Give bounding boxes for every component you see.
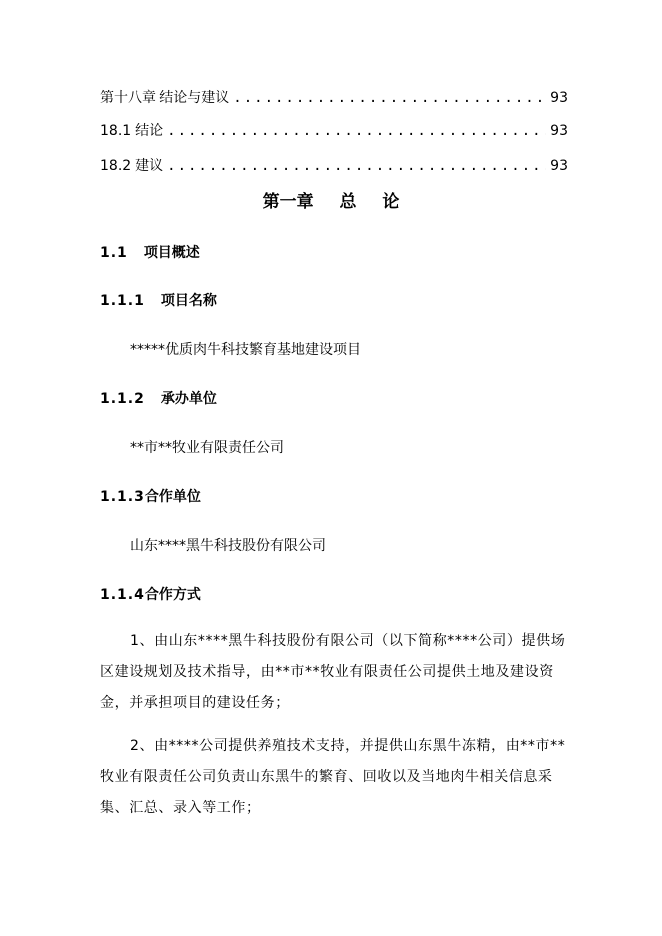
section-heading-1-1 <box>100 243 200 263</box>
toc-entry[interactable] <box>100 121 568 141</box>
section-heading-1-1-2 <box>100 389 217 409</box>
toc-number: 18.1 <box>100 123 132 139</box>
toc-leader <box>233 88 546 108</box>
section-heading-1-1-4 <box>100 585 201 605</box>
toc-leader <box>167 156 546 176</box>
toc-page-number: 93 <box>550 123 568 139</box>
chapter-word-1: 总 <box>339 192 357 212</box>
section-number: 1.1.2 <box>100 391 145 407</box>
toc-title: 建议 <box>135 158 164 174</box>
chapter-word-2: 论 <box>382 192 400 212</box>
toc-entry[interactable] <box>100 156 568 176</box>
cooperation-paragraph-2: 2、由****公司提供养殖技术支持，并提供山东黑牛冻精，由**市**牧业有限责任公司负责山东黑牛的繁育、回收以及当地肉牛相关信息采集、汇总、录入等工作； <box>100 738 566 816</box>
toc-leader <box>167 121 546 141</box>
toc-page-number: 93 <box>550 90 568 106</box>
section-number: 1.1 <box>100 245 128 261</box>
section-title: 合作单位 <box>144 489 201 505</box>
section-heading-1-1-1 <box>100 291 217 311</box>
chapter-number: 第一章 <box>262 192 314 212</box>
section-title: 合作方式 <box>144 587 201 603</box>
section-number: 1.1.4 <box>100 587 145 603</box>
organizer-text: **市**牧业有限责任公司 <box>130 440 284 456</box>
toc-title: 结论与建议 <box>159 90 230 106</box>
section-number: 1.1.3 <box>100 489 145 505</box>
section-title: 承办单位 <box>160 391 217 407</box>
toc-number: 18.2 <box>100 158 132 174</box>
toc-page-number: 93 <box>550 158 568 174</box>
toc-entry[interactable] <box>100 88 568 108</box>
section-title: 项目名称 <box>160 293 217 309</box>
project-name-text: *****优质肉牛科技繁育基地建设项目 <box>130 342 361 358</box>
partner-text: 山东****黑牛科技股份有限公司 <box>130 538 326 554</box>
toc-number: 第十八章 <box>100 90 156 106</box>
cooperation-paragraph-1: 1、由山东****黑牛科技股份有限公司（以下简称****公司）提供场区建设规划及技术指导，由**市**牧业有限责任公司提供土地及建设资金，并承担项目的建设任务； <box>100 633 566 711</box>
section-title: 项目概述 <box>143 245 200 261</box>
section-heading-1-1-3 <box>100 487 201 507</box>
chapter-title <box>0 190 662 214</box>
toc-title: 结论 <box>135 123 164 139</box>
section-number: 1.1.1 <box>100 293 145 309</box>
